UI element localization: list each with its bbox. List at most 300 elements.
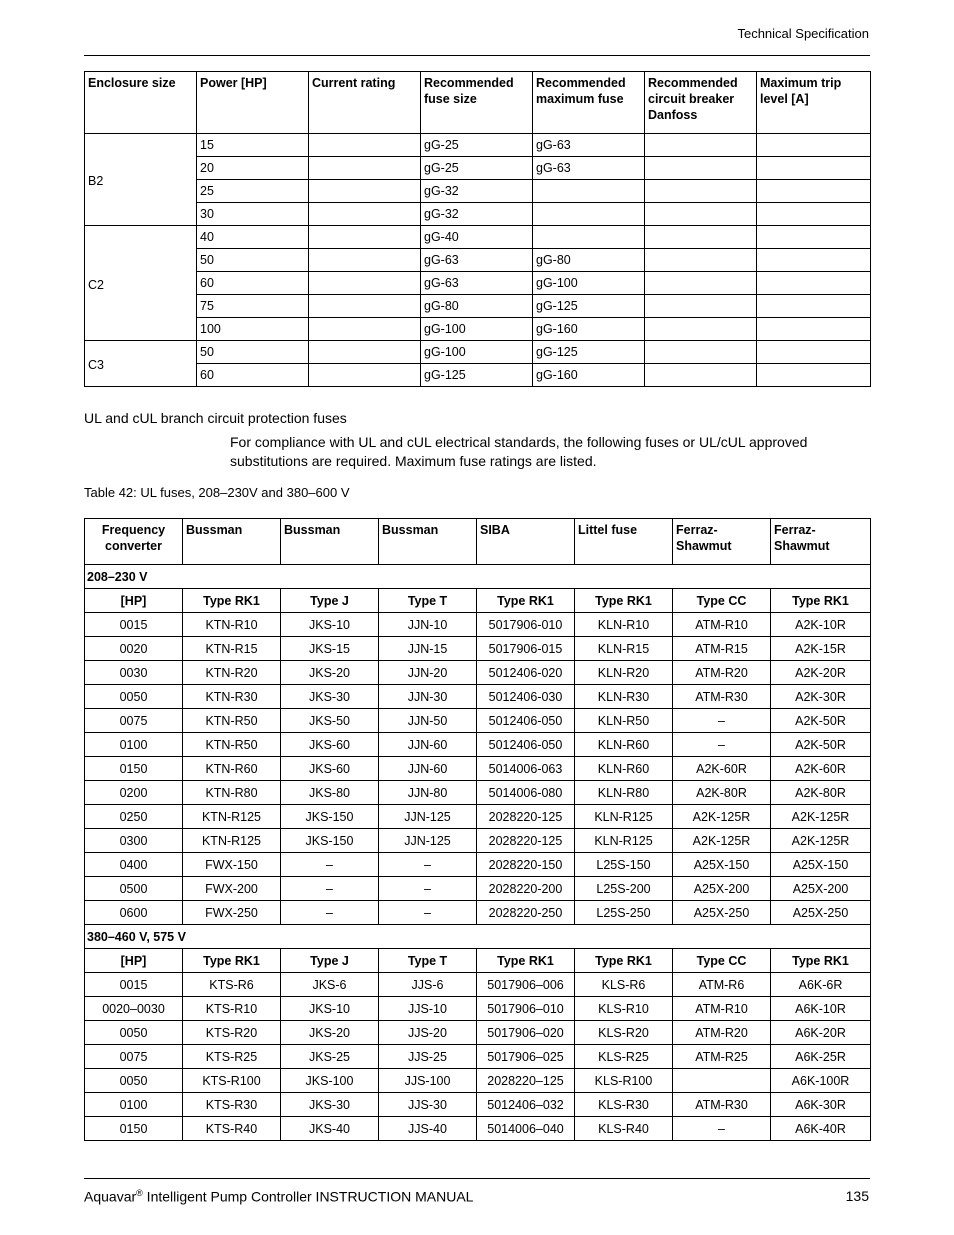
table-cell: A2K-50R [771,709,871,733]
table-row [85,1117,871,1141]
table-cell: 15 [197,134,309,157]
table-cell: KLS-R40 [575,1117,673,1141]
table-cell: 5014006–040 [477,1117,575,1141]
table-cell: A25X-250 [771,901,871,925]
table-cell: 5012406-030 [477,685,575,709]
table-cell: gG-80 [533,249,645,272]
footer-divider [84,1178,870,1179]
table-cell: 5017906-010 [477,613,575,637]
column-header: Power [HP] [197,72,309,134]
table-cell: 75 [197,295,309,318]
table-cell: 0250 [85,805,183,829]
table-cell: 50 [197,341,309,364]
table-row [85,1069,871,1093]
fuse-type-cell: Type J [281,589,379,613]
table-cell: gG-125 [533,341,645,364]
table-cell: A2K-80R [673,781,771,805]
table-cell: 0200 [85,781,183,805]
table-cell: FWX-250 [183,901,281,925]
table-cell: A2K-10R [771,613,871,637]
table-row [85,661,871,685]
fuse-table-header [85,72,871,134]
fuse-type-cell: [HP] [85,589,183,613]
table-cell [757,364,871,387]
table-cell: KLS-R20 [575,1021,673,1045]
table-cell: gG-63 [533,134,645,157]
page-number: 135 [845,1188,869,1204]
table-cell: 0600 [85,901,183,925]
table-cell: gG-32 [421,180,533,203]
column-header: Ferraz-Shawmut [673,519,771,565]
table-cell: KLN-R10 [575,613,673,637]
table-cell: KLS-R6 [575,973,673,997]
table-cell [645,203,757,226]
table-cell: 0015 [85,613,183,637]
table-cell [757,341,871,364]
table-cell: gG-100 [421,341,533,364]
table-row [85,1021,871,1045]
enclosure-size-cell: B2 [85,134,197,226]
table-cell: 0500 [85,877,183,901]
table-cell: KTS-R25 [183,1045,281,1069]
table-cell: KTN-R30 [183,685,281,709]
table-cell: JKS-20 [281,1021,379,1045]
table-cell: gG-125 [533,295,645,318]
table-cell [757,249,871,272]
table-cell: FWX-200 [183,877,281,901]
table-cell: 5014006-080 [477,781,575,805]
table-cell: KTN-R10 [183,613,281,637]
table-cell: gG-100 [421,318,533,341]
table-cell: gG-40 [421,226,533,249]
table-row [85,613,871,637]
table-cell [645,272,757,295]
table-cell: A2K-15R [771,637,871,661]
table-cell: – [379,901,477,925]
table-cell: – [673,733,771,757]
table-cell: L25S-150 [575,853,673,877]
table-row [85,180,871,203]
table-cell: gG-25 [421,134,533,157]
table-cell [645,364,757,387]
table-cell: ATM-R20 [673,1021,771,1045]
table-cell: 25 [197,180,309,203]
table-cell: JJN-15 [379,637,477,661]
footer-title [84,1188,473,1205]
table-cell [533,180,645,203]
fuse-type-cell: Type CC [673,949,771,973]
table-cell [309,180,421,203]
table-row [85,685,871,709]
table-cell: A2K-30R [771,685,871,709]
table-row [85,318,871,341]
table-cell: A25X-150 [673,853,771,877]
fuse-type-cell: Type CC [673,589,771,613]
table-cell: gG-32 [421,203,533,226]
fuse-type-cell: Type RK1 [771,949,871,973]
table-cell: KTN-R80 [183,781,281,805]
table-row [85,733,871,757]
table-cell: KLN-R125 [575,805,673,829]
table-cell: 0050 [85,685,183,709]
fuse-type-cell: Type T [379,589,477,613]
table-cell: JKS-60 [281,757,379,781]
table-cell: – [673,709,771,733]
table-cell: A25X-250 [673,901,771,925]
table-cell: gG-160 [533,318,645,341]
fuse-table [84,71,871,387]
table-cell: A25X-200 [673,877,771,901]
table-cell [309,341,421,364]
table-cell: A2K-60R [673,757,771,781]
table-row [85,295,871,318]
table-row [85,249,871,272]
column-header: Bussman [183,519,281,565]
table-cell: A2K-125R [673,829,771,853]
table-cell [645,318,757,341]
fuse-type-cell: Type RK1 [183,949,281,973]
table-cell: A2K-20R [771,661,871,685]
table-cell [757,134,871,157]
table-row [85,829,871,853]
table-cell: ATM-R10 [673,613,771,637]
table-cell: – [281,877,379,901]
table-row [85,709,871,733]
table-cell [309,226,421,249]
fuse-type-cell: Type J [281,949,379,973]
table-cell: 5014006-063 [477,757,575,781]
table-cell: JKS-6 [281,973,379,997]
table-cell: A6K-20R [771,1021,871,1045]
table-cell: JKS-10 [281,997,379,1021]
table-row [85,341,871,364]
table-cell [757,272,871,295]
table-cell: 60 [197,272,309,295]
table-cell: 5017906–010 [477,997,575,1021]
table-cell [645,295,757,318]
table-cell [673,1069,771,1093]
table-cell: – [379,853,477,877]
column-header: Current rating [309,72,421,134]
fuse-type-cell: Type T [379,949,477,973]
footer-manual-title: Intelligent Pump Controller INSTRUCTION MANUAL [142,1188,474,1205]
table-cell: 20 [197,157,309,180]
table-cell: gG-160 [533,364,645,387]
table-cell: 5017906–020 [477,1021,575,1045]
table-cell: KTS-R100 [183,1069,281,1093]
table-row [85,877,871,901]
table-cell: 2028220-150 [477,853,575,877]
table-cell: ATM-R30 [673,685,771,709]
voltage-section-row [85,925,871,949]
table-cell: 100 [197,318,309,341]
table-cell: KTN-R50 [183,733,281,757]
column-header: SIBA [477,519,575,565]
table-cell: gG-80 [421,295,533,318]
column-header: Bussman [281,519,379,565]
table-cell: 0020 [85,637,183,661]
table-cell: FWX-150 [183,853,281,877]
table-cell [645,157,757,180]
table-cell: JKS-20 [281,661,379,685]
fuse-type-cell: Type RK1 [575,949,673,973]
table-cell: 2028220-250 [477,901,575,925]
table-cell: JJN-60 [379,757,477,781]
header-divider [84,55,870,56]
table-cell [757,226,871,249]
table-cell: 0030 [85,661,183,685]
fuse-type-cell: Type RK1 [771,589,871,613]
registered-mark: ® [136,1188,143,1198]
table-cell: KTS-R6 [183,973,281,997]
table-cell [757,180,871,203]
table-cell: KLN-R15 [575,637,673,661]
table-cell: 0015 [85,973,183,997]
table-cell: gG-63 [421,272,533,295]
table-cell: gG-63 [421,249,533,272]
table-cell: JKS-150 [281,829,379,853]
table-cell: KLN-R50 [575,709,673,733]
column-header: Recommended circuit breaker Danfoss [645,72,757,134]
table-cell: 0300 [85,829,183,853]
table-cell: KTS-R40 [183,1117,281,1141]
table-cell: 5012406–032 [477,1093,575,1117]
table-cell: KLN-R20 [575,661,673,685]
table-row [85,805,871,829]
table-cell [757,318,871,341]
table-cell: A6K-100R [771,1069,871,1093]
enclosure-size-cell: C2 [85,226,197,341]
table-cell: ATM-R25 [673,1045,771,1069]
table-cell [757,203,871,226]
fuse-type-cell: Type RK1 [477,589,575,613]
table-cell: JKS-80 [281,781,379,805]
table-cell [645,134,757,157]
table-cell: JJN-125 [379,829,477,853]
column-header: Frequency converter [85,519,183,565]
table-cell: JJN-80 [379,781,477,805]
section-title: UL and cUL branch circuit protection fuses [84,410,347,426]
table-cell: – [281,901,379,925]
table-row [85,157,871,180]
table-cell: 2028220-200 [477,877,575,901]
table-cell: 2028220–125 [477,1069,575,1093]
table-cell: JKS-10 [281,613,379,637]
table-cell: 0150 [85,757,183,781]
table-cell: 0100 [85,1093,183,1117]
table-cell: ATM-R30 [673,1093,771,1117]
fuse-type-cell: Type RK1 [477,949,575,973]
table-cell: A25X-150 [771,853,871,877]
table-cell: JKS-25 [281,1045,379,1069]
table-cell: 0400 [85,853,183,877]
fuse-type-cell: [HP] [85,949,183,973]
table-cell: JJN-10 [379,613,477,637]
table-cell: JJS-25 [379,1045,477,1069]
table-cell: L25S-250 [575,901,673,925]
table-cell: JKS-60 [281,733,379,757]
footer-brand: Aquavar [84,1188,137,1205]
table-cell: 5017906–006 [477,973,575,997]
table-cell: A2K-125R [673,805,771,829]
table-cell: KTN-R50 [183,709,281,733]
table-cell [645,249,757,272]
column-header: Recommended maximum fuse [533,72,645,134]
table-cell: 40 [197,226,309,249]
table-cell: 0100 [85,733,183,757]
table-cell: gG-25 [421,157,533,180]
voltage-section-title: 208–230 V [85,565,871,589]
table-cell: 2028220-125 [477,829,575,853]
table-cell: 2028220-125 [477,805,575,829]
table-cell [757,295,871,318]
table-cell: KLS-R100 [575,1069,673,1093]
table-cell: 5012406-020 [477,661,575,685]
table-cell: 0020–0030 [85,997,183,1021]
table-cell [533,203,645,226]
enclosure-size-cell: C3 [85,341,197,387]
table-cell: JJN-30 [379,685,477,709]
table-cell: KTN-R125 [183,805,281,829]
table-cell: gG-125 [421,364,533,387]
table-cell: A6K-10R [771,997,871,1021]
column-header: Littel fuse [575,519,673,565]
table-cell [309,134,421,157]
table-row [85,226,871,249]
table-cell: A6K-6R [771,973,871,997]
fuse-type-cell: Type RK1 [575,589,673,613]
fuse-type-row [85,949,871,973]
column-header: Enclosure size [85,72,197,134]
table-row [85,997,871,1021]
table-cell: ATM-R20 [673,661,771,685]
table-cell: KTS-R20 [183,1021,281,1045]
table-cell: KLN-R30 [575,685,673,709]
table-cell: 0075 [85,709,183,733]
table-cell: A6K-25R [771,1045,871,1069]
table-cell: JJS-30 [379,1093,477,1117]
table-cell [309,249,421,272]
column-header: Recommended fuse size [421,72,533,134]
table-cell: ATM-R15 [673,637,771,661]
table-cell: KTN-R60 [183,757,281,781]
voltage-section-title: 380–460 V, 575 V [85,925,871,949]
table-cell: A2K-125R [771,829,871,853]
voltage-section-row [85,565,871,589]
table-cell: KTN-R125 [183,829,281,853]
table-caption: Table 42: UL fuses, 208–230V and 380–600 V [84,485,350,500]
table-cell: 0050 [85,1069,183,1093]
table-cell [645,180,757,203]
table-cell: A2K-125R [771,805,871,829]
table-row [85,364,871,387]
table-cell: A2K-50R [771,733,871,757]
table-cell [757,157,871,180]
table-cell: gG-100 [533,272,645,295]
table-cell: JKS-30 [281,1093,379,1117]
table-row [85,272,871,295]
table-row [85,853,871,877]
table-row [85,757,871,781]
table-cell: KLS-R30 [575,1093,673,1117]
table-cell [645,226,757,249]
table-cell: KTS-R10 [183,997,281,1021]
ul-fuses-table [84,518,871,1141]
ul-table-header [85,519,871,565]
table-row [85,1045,871,1069]
table-cell: 50 [197,249,309,272]
table-cell: JJN-60 [379,733,477,757]
table-cell: – [379,877,477,901]
table-cell: gG-63 [533,157,645,180]
column-header: Ferraz-Shawmut [771,519,871,565]
table-row [85,901,871,925]
table-row [85,781,871,805]
table-cell: JKS-30 [281,685,379,709]
table-cell: ATM-R10 [673,997,771,1021]
table-cell: KTN-R15 [183,637,281,661]
table-cell: JJS-100 [379,1069,477,1093]
section-text: For compliance with UL and cUL electrical standards, the following fuses or UL/cUL approved substitutions are required. Maximum fuse ratings are listed. [230,434,808,469]
table-cell: ATM-R6 [673,973,771,997]
table-cell: JKS-40 [281,1117,379,1141]
table-cell: JJS-6 [379,973,477,997]
table-cell: 5012406-050 [477,709,575,733]
header-section-title: Technical Specification [737,26,869,41]
table-cell: A25X-200 [771,877,871,901]
table-cell: 5017906-015 [477,637,575,661]
table-cell: A6K-30R [771,1093,871,1117]
table-row [85,134,871,157]
column-header: Maximum trip level [A] [757,72,871,134]
table-cell: A6K-40R [771,1117,871,1141]
table-cell [645,341,757,364]
table-cell [309,318,421,341]
table-cell: JKS-15 [281,637,379,661]
table-cell: KLN-R60 [575,757,673,781]
table-cell: 0075 [85,1045,183,1069]
table-cell: JKS-150 [281,805,379,829]
table-cell: 0150 [85,1117,183,1141]
table-cell: KLN-R125 [575,829,673,853]
table-cell: JJS-20 [379,1021,477,1045]
table-cell: JJN-20 [379,661,477,685]
table-cell: L25S-200 [575,877,673,901]
table-cell [309,295,421,318]
table-cell [533,226,645,249]
table-cell: JKS-50 [281,709,379,733]
table-cell: 60 [197,364,309,387]
column-header: Bussman [379,519,477,565]
table-cell: KLN-R80 [575,781,673,805]
table-cell: – [281,853,379,877]
table-cell: KTN-R20 [183,661,281,685]
table-cell: KLS-R10 [575,997,673,1021]
table-cell: JKS-100 [281,1069,379,1093]
table-cell: JJS-10 [379,997,477,1021]
table-cell: 0050 [85,1021,183,1045]
table-row [85,1093,871,1117]
table-cell [309,157,421,180]
fuse-type-cell: Type RK1 [183,589,281,613]
table-cell: JJN-50 [379,709,477,733]
table-row [85,203,871,226]
table-row [85,973,871,997]
fuse-type-row [85,589,871,613]
table-cell: 5017906–025 [477,1045,575,1069]
table-cell: A2K-60R [771,757,871,781]
table-row [85,637,871,661]
